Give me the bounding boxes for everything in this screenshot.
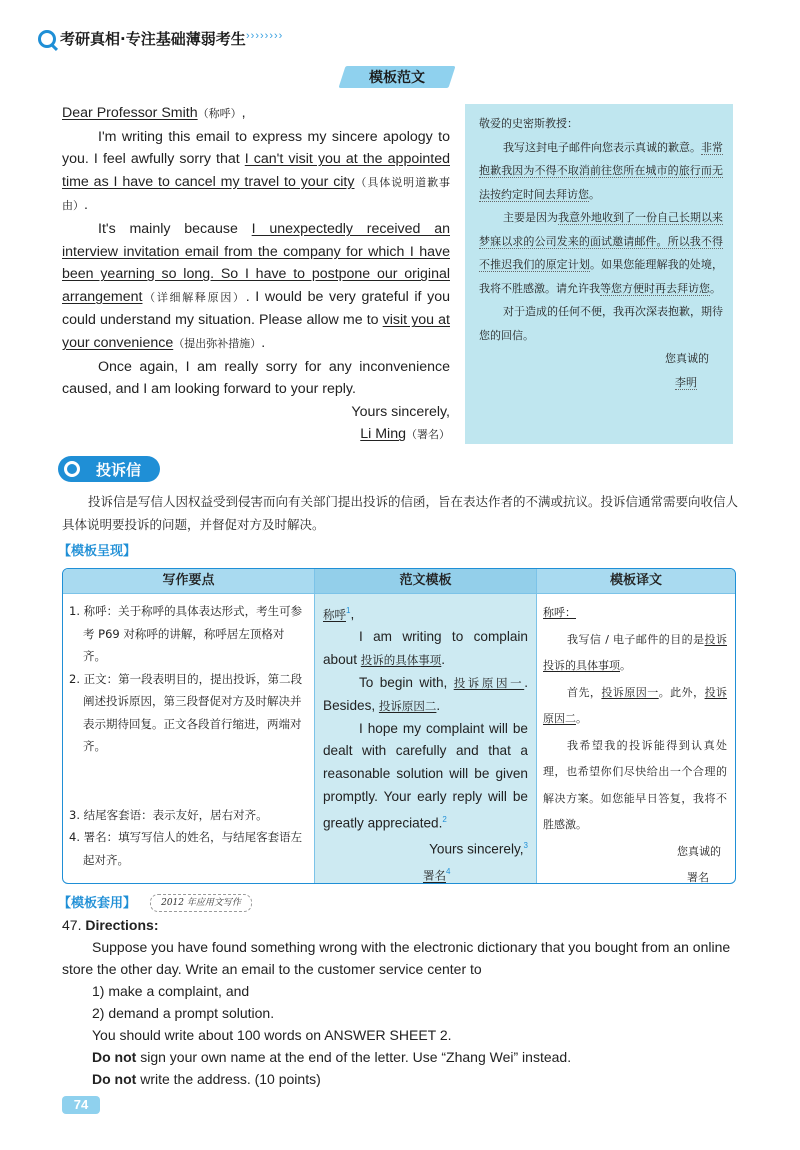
template-closing: Yours sincerely,$^3$ <box>429 841 528 857</box>
template-paragraph-2: To begin with, 投诉原因一. Besides, 投诉原因二. <box>323 674 528 713</box>
point-3: 3. 结尾客套语：表示友好，居右对齐。 <box>69 807 268 822</box>
tl-paragraph-1: 我写信 / 电子邮件的目的是投诉投诉的具体事项。 <box>543 632 727 672</box>
letter-translation-panel <box>465 104 733 444</box>
template-paragraph-3: I hope my complaint will be dealt with carefully and that a reasonable solution will be given promptly. Your early reply will be greatly appreciated.$^2$ <box>323 720 528 831</box>
column-writing-points <box>63 569 315 883</box>
sample-letter <box>62 102 450 447</box>
section-intro: 投诉信是写信人因权益受到侵害而向有关部门提出投诉的信函，旨在表达作者的不满或抗议。投诉信通常需要向收信人具体说明要投诉的问题，并督促对方及时解决。 <box>62 494 739 532</box>
question-item-1: 1) make a complaint, and <box>92 983 250 999</box>
section-title: 投诉信 <box>96 461 142 479</box>
point-4: 4. 署名：填写写信人的姓名，与结尾客套语左起对齐。 <box>69 830 303 867</box>
page-number: 74 <box>62 1096 100 1114</box>
tl-signature: 署名 <box>687 871 709 884</box>
tl-closing: 您真诚的 <box>677 844 721 858</box>
template-tag: 【模板呈现】 <box>58 544 137 559</box>
question-rule-address: Do not write the address. (10 points) <box>92 1071 321 1087</box>
tl-salutation: 称呼： <box>543 606 576 619</box>
letter-paragraph-3: Once again, I am really sorry for any inconvenience caused, and I am looking forward to your reply. <box>62 358 450 398</box>
point-2: 2. 正文：第一段表明目的，提出投诉，第二段阐述投诉原因，第三段督促对方及时解决并表示期待回复。正文各段首行缩进，两端对齐。 <box>69 671 303 753</box>
letter-salutation: Dear Professor Smith（称呼）, <box>62 105 246 121</box>
magnifier-logo-icon <box>38 30 56 48</box>
usage-tag: 【模板套用】 <box>58 896 137 911</box>
header-template: 范文模板 <box>315 569 536 594</box>
column-translation <box>537 569 735 883</box>
exam-question <box>62 914 742 1090</box>
usage-year-note: 2012 年应用文写作 <box>150 894 252 912</box>
question-item-2: 2) demand a prompt solution. <box>92 1005 275 1021</box>
template-paragraph-1: I am writing to complain about 投诉的具体事项. <box>323 629 528 668</box>
column-template <box>315 569 537 883</box>
translation-signature: 李明 <box>675 375 697 389</box>
question-text: Suppose you have found something wrong with the electronic dictionary that you bought from an online store the other day. Write an email to the customer service center to <box>62 939 731 977</box>
letter-paragraph-2: It's mainly because I unexpectedly received an interview invitation email from the company for which I have been yearning so long. So I have to postpone our original arrangement（详细解释原因）. I would be very grateful if you could understand my situation. Please allow me to visit you at your convenience（提出弥补措施）. <box>62 220 451 351</box>
chevrons-decoration-icon: ›››››››› <box>246 30 284 42</box>
header-writing-points: 写作要点 <box>63 569 314 594</box>
template-table <box>62 568 736 884</box>
book-series-title: 考研真相·专注基础薄弱考生 <box>60 30 246 48</box>
translation-paragraph-2: 主要是因为我意外地收到了一份自己长期以来梦寐以求的公司发来的面试邀请邮件。所以我不得不推迟我们的原定计划。如果您能理解我的处境，我将不胜感激。请允许我等您方便时再去拜访您。 <box>479 211 723 295</box>
letter-signature: Li Ming（署名） <box>360 426 450 443</box>
letter-paragraph-1: I'm writing this email to express my sincere apology to you. I feel awfully sorry that I can't visit you at the appointed time as I have to cancel my travel to your city（具体说明道歉事由）. <box>62 128 451 214</box>
question-word-count: You should write about 100 words on ANSWER SHEET 2. <box>92 1027 452 1043</box>
letter-closing: Yours sincerely, <box>351 403 450 420</box>
template-signature: 署名$^4$ <box>423 867 451 883</box>
header-translation: 模板译文 <box>537 569 735 594</box>
magnifier-icon <box>64 461 80 477</box>
tl-paragraph-3: 我希望我的投诉能得到认真处理，也希望你们尽快给出一个合理的解决方案。如您能早日答复，我将不胜感激。 <box>543 738 727 831</box>
point-1: 1. 称呼：关于称呼的具体表达形式，考生可参考 P69 对称呼的讲解，称呼居左顶格对齐。 <box>69 604 303 663</box>
tl-paragraph-2: 首先，投诉原因一。此外，投诉原因二。 <box>543 685 728 725</box>
question-rule-name: Do not sign your own name at the end of the letter. Use “Zhang Wei” instead. <box>92 1049 572 1065</box>
translation-paragraph-3: 对于造成的任何不便，我再次深表抱歉，期待您的回信。 <box>479 305 723 342</box>
template-salutation: 称呼$^1$, <box>323 606 355 622</box>
translation-paragraph-1: 我写这封电子邮件向您表示真诚的歉意。非常抱歉我因为不得不取消前往您所在城市的旅行而无法按约定时间去拜访您。 <box>479 140 723 201</box>
question-heading: 47. Directions: <box>62 917 159 933</box>
translation-salutation: 敬爱的史密斯教授： <box>479 117 578 130</box>
ribbon-label: 模板范文 <box>369 70 425 86</box>
translation-closing: 您真诚的 <box>665 352 709 365</box>
